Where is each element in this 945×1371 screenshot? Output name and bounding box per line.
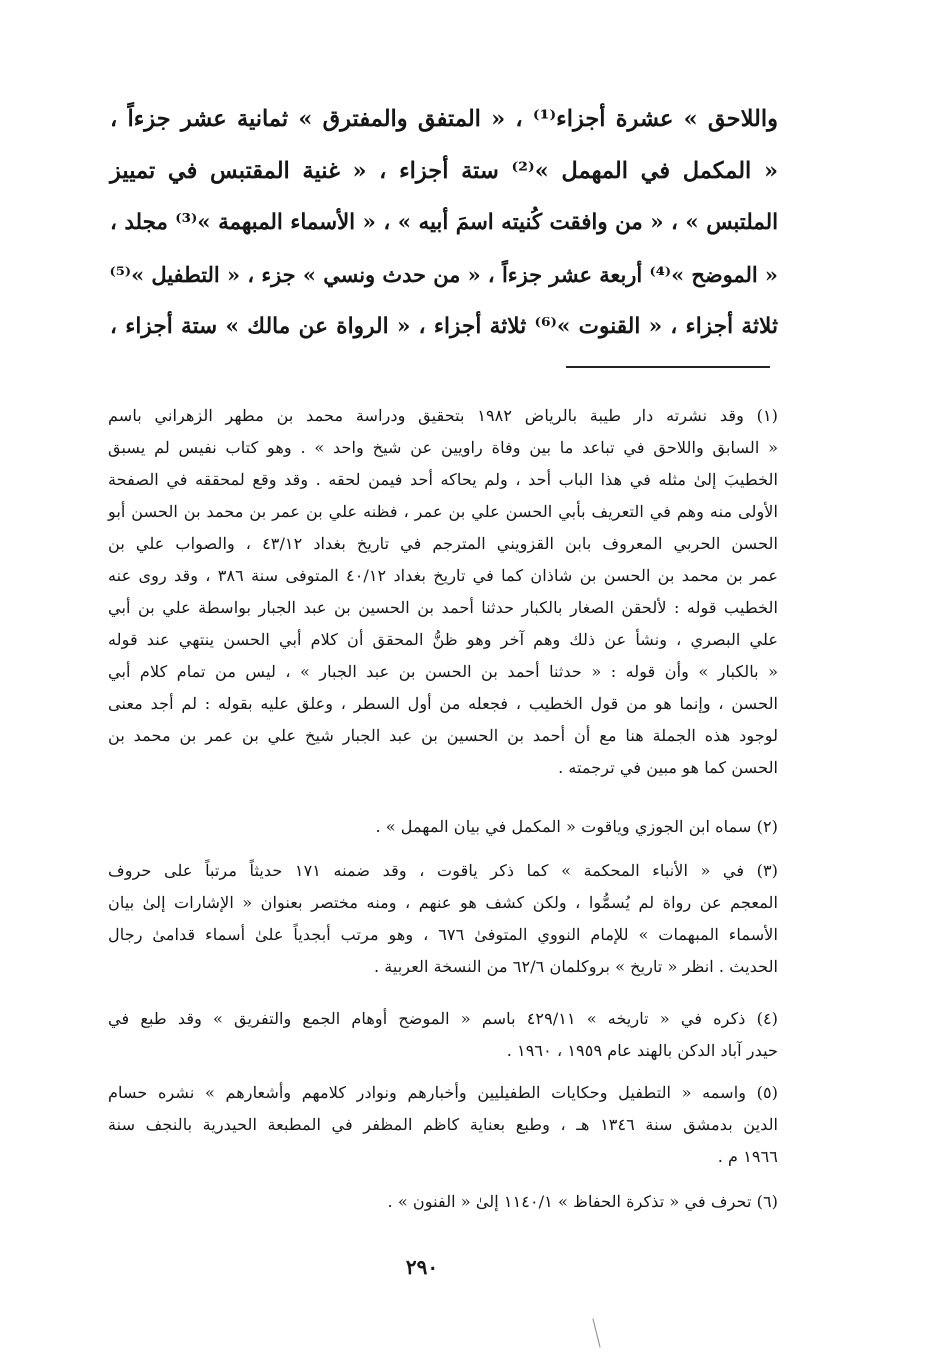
main-text-line: الملتبس » ، « من وافقت كُنيته اسمَ أبيه » ، « الأسماء المبهمة »⁽³⁾ مجلد ،	[110, 210, 779, 235]
footnote-line: الدين بدمشق سنة ١٣٤٦ هـ ، وطبع بعناية كاظم المظفر في المطبعة الحيدرية بالنجف سنة	[108, 1115, 779, 1134]
footnote-line: (٦) تحرف في « تذكرة الحفاظ » ١١٤٠/١ إلىٰ « الفنون » .	[387, 1192, 778, 1211]
footnote-line: الحسن كما هو مبين في ترجمته .	[558, 758, 778, 777]
footnote-line: الحسن ، وإنما هو من قول الخطيب ، فجعله من أول السطر ، وعلق عليه بقوله : لم أجد معنى	[108, 694, 778, 713]
main-text-block	[110, 93, 778, 353]
footnote-line: « السابق واللاحق في تباعد ما بين وفاة راويين عن شيخ واحد » . وهو كتاب نفيس لم يسبق	[108, 438, 778, 457]
footnote-line: (١) وقد نشرته دار طيبة بالرياض ١٩٨٢ بتحقيق ودراسة محمد بن مطهر الزهراني باسم	[108, 406, 778, 425]
footnote-line: الحديث . انظر « تاريخ » بروكلمان ٦٢/٦ من النسخة العربية .	[373, 957, 778, 976]
footnote-line: حيدر آباد الدكن بالهند عام ١٩٥٩ ، ١٩٦٠ .	[506, 1041, 778, 1060]
footnote-3	[108, 855, 778, 983]
footnote-line: علي البصري ، ونشأ عن ذلك وهم آخر وهو ظنُّ المحقق أن كلام أبي الحسن ينتهي عند قوله	[108, 630, 778, 649]
footnote-line: عمر بن محمد بن الحسن بن شاذان كما في تاريخ بغداد ٤٠/١٢ المتوفى سنة ٣٨٦ ، وقد روى عنه	[108, 566, 778, 585]
footnote-1	[108, 400, 778, 784]
main-text-line: ثلاثة أجزاء ، « القنوت »⁽⁶⁾ ثلاثة أجزاء ، « الرواة عن مالك » ستة أجزاء ،	[110, 314, 778, 339]
footnote-line: لوجود هذه الجملة هنا مع أن أحمد بن الحسين بن عبد الجبار شيخ علي بن عمر بن محمد بن	[108, 726, 778, 745]
footnote-line: الحسن الحربي المعروف بابن القزويني المترجم في تاريخ بغداد ٤٣/١٢ ، والصواب علي بن	[108, 534, 778, 553]
scan-mark	[592, 1318, 600, 1347]
footnote-line: الأسماء المبهمات » للإمام النووي المتوفىٰ ٦٧٦ ، وهو مرتب أبجدياً علىٰ أسماء قدامىٰ رجال	[108, 925, 778, 944]
footnote-line: الخطيبَ إلىٰ مثله في هذا الباب أحد ، ولم يحاكه أحد فيمن لحقه . وقد وقع لمحققه في الصفحة	[108, 470, 778, 489]
footnote-line: « بالكبار » وأن قوله : « حدثنا أحمد بن الحسن بن عبد الجبار » ، ليس من تمام كلام أبي	[108, 662, 778, 681]
footnote-6	[108, 1186, 778, 1218]
main-text-line: « الموضح »⁽⁴⁾ أربعة عشر جزءاً ، « من حدث ونسي » جزء ، « التطفيل »⁽⁵⁾	[109, 262, 778, 287]
footnote-2	[108, 811, 778, 843]
footnote-line: الخطيب قوله : لألحقن الصغار بالكبار حدثنا أحمد بن الحسين بن عبد الجبار بواسطة علي بن أبي	[108, 598, 778, 617]
footnote-line: ١٩٦٦ م .	[717, 1147, 778, 1166]
footnote-line: (٤) ذكره في « تاريخه » ٤٢٩/١١ باسم « الموضح أوهام الجمع والتفريق » وقد طبع في	[108, 1009, 778, 1028]
footnote-5	[108, 1077, 778, 1173]
main-text-line: واللاحق » عشرة أجزاء⁽¹⁾ ، « المتفق والمفترق » ثمانية عشر جزءاً ،	[110, 106, 778, 132]
footnote-line: (٢) سماه ابن الجوزي وياقوت « المكمل في بيان المهمل » .	[375, 817, 778, 836]
page-number: ٢٩٠	[405, 1255, 439, 1279]
footnote-line: المعجم عن رواة لم يُسمُّوا ، ولكن كشف هو عنهم ، ومنه مختصر بعنوان « الإشارات إلىٰ بيان	[108, 893, 778, 912]
footnote-line: (٣) في « الأنباء المحكمة » كما ذكر ياقوت ، وقد ضمنه ١٧١ حديثاً مرتباً على حروف	[108, 861, 778, 880]
footnote-4	[108, 1003, 778, 1067]
footnote-line: الأولى منه وهم في التعريف بأبي الحسن علي بن عمر ، فظنه علي بن عمر بن محمد بن الحسن أبو	[108, 502, 778, 521]
footnote-separator	[566, 366, 770, 368]
main-text-line: « المكمل في المهمل »⁽²⁾ ستة أجزاء ، « غنية المقتبس في تمييز	[110, 158, 779, 184]
footnote-line: (٥) واسمه « التطفيل وحكايات الطفيليين وأخبارهم ونوادر كلامهم وأشعارهم » نشره حسام	[108, 1083, 778, 1102]
